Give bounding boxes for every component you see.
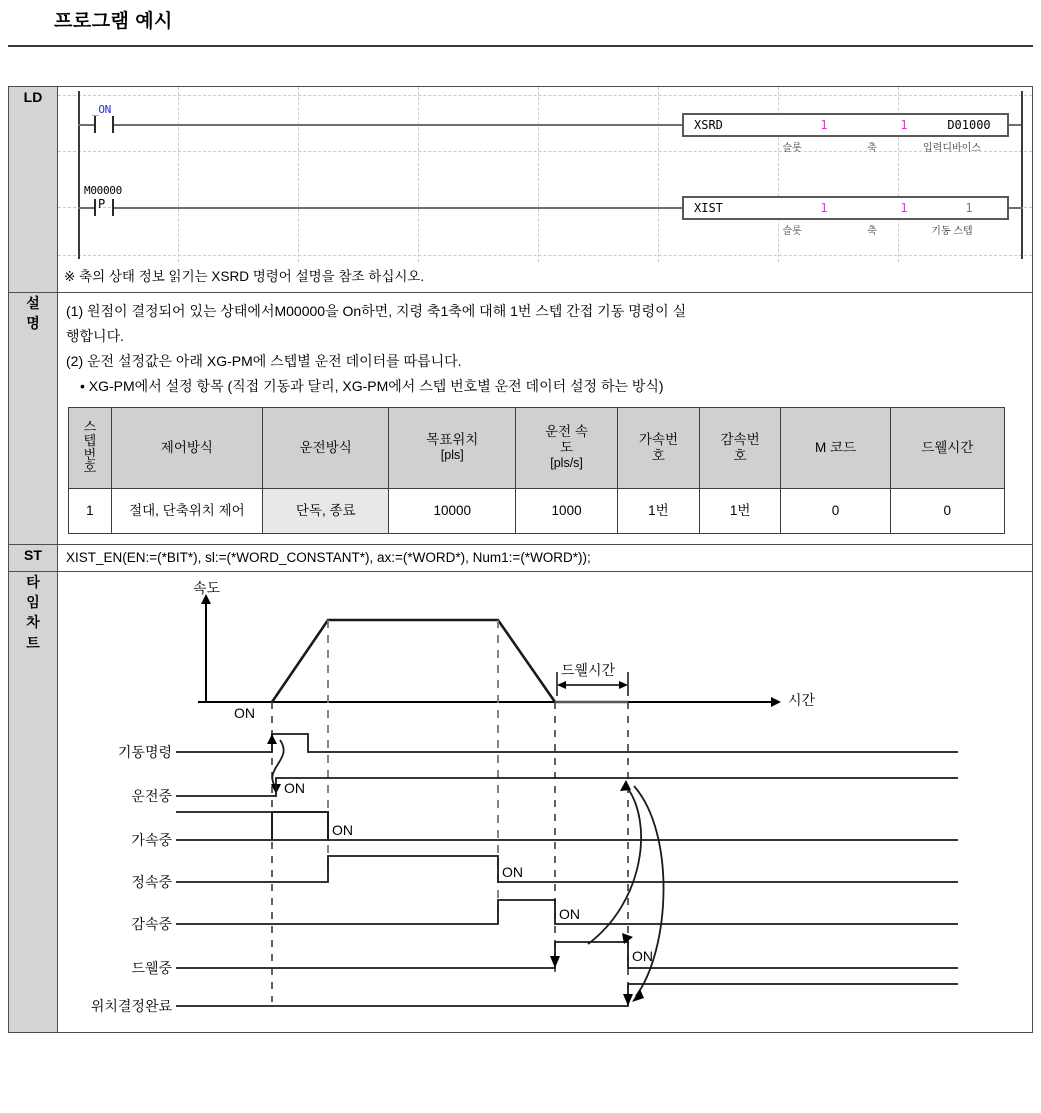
function-arg-caption-2: 축 <box>867 143 877 154</box>
row-label-timing-chart <box>9 571 58 1032</box>
signal-label-dwelling: 드웰중 <box>131 959 172 976</box>
cell-decel-no: 1번 <box>699 488 781 533</box>
ld-diagram-cell <box>58 87 1033 293</box>
title-divider <box>8 45 1033 47</box>
y-axis-label: 속도 <box>193 579 221 596</box>
col-header-m-code: M 코드 <box>781 407 890 488</box>
dwell-time-label: 드웰시간 <box>561 661 616 678</box>
rung-wire <box>78 207 94 209</box>
cell-operation-mode: 단독, 종료 <box>262 488 389 533</box>
row-label-char: 명 <box>26 315 40 332</box>
description-cell <box>58 293 1033 545</box>
vertical-header-text: 스 텝 번 호 <box>83 419 97 476</box>
table-row-description <box>9 293 1033 545</box>
row-label-char: 임 <box>26 593 40 610</box>
function-arg-1: 1 <box>820 118 828 132</box>
function-arg-2: 1 <box>900 201 908 215</box>
timing-chart-cell <box>58 571 1033 1032</box>
signal-label-positioning-complete: 위치결정완료 <box>90 997 172 1014</box>
function-arg-caption-3: 입력디바이스 <box>923 143 981 154</box>
st-code-cell: XIST_EN(EN:=(*BIT*), sl:=(*WORD_CONSTANT*), ax:=(*WORD*), Num1:=(*WORD*)); <box>58 544 1033 571</box>
col-header-decel-no: 감속번 호 <box>699 407 781 488</box>
x-axis-label: 시간 <box>788 691 816 708</box>
signal-label-start-command: 기동명령 <box>117 743 172 760</box>
description-line-3: (2) 운전 설정값은 아래 XG-PM에 스텝별 운전 데이터를 따릅니다. <box>66 352 462 369</box>
row-label-char: 트 <box>26 634 40 651</box>
function-block-xist <box>682 196 1009 220</box>
ld-contact-label-m00000: M00000 <box>84 184 122 197</box>
function-arg-3: D01000 <box>947 118 991 132</box>
on-marker: ON <box>284 779 305 796</box>
step-data-table <box>68 407 1005 534</box>
power-rail-left <box>78 91 80 259</box>
grid-line-v <box>658 87 659 262</box>
on-marker: ON <box>559 905 580 922</box>
row-label-char: 설 <box>26 295 40 311</box>
grid-line-h <box>58 255 1032 256</box>
page-title: 프로그램 예시 <box>54 11 173 32</box>
function-arg-1: 1 <box>820 201 828 215</box>
description-line-2: 행합니다. <box>66 327 124 344</box>
description-bullet: • XG-PM에서 설정 항목 (직접 기동과 달리, XG-PM에서 스텝 번호별 운전 데이터 설정 하는 방식) <box>80 377 664 394</box>
function-block-name: XSRD <box>694 118 723 132</box>
col-header-step-no <box>69 407 112 488</box>
grid-line-v <box>538 87 539 262</box>
on-marker: ON <box>234 704 255 721</box>
table-row-ld <box>9 87 1033 293</box>
function-block-name: XIST <box>694 201 723 215</box>
cell-step-no: 1 <box>69 488 112 533</box>
row-label-st: ST <box>9 544 58 571</box>
ld-contact-label-on: _ON <box>92 103 111 116</box>
table-row-timing-chart <box>9 571 1033 1032</box>
cell-target-position: 10000 <box>389 488 516 533</box>
cell-m-code: 0 <box>781 488 890 533</box>
col-header-accel-no: 가속번 호 <box>618 407 700 488</box>
row-label-ld: LD <box>9 87 58 293</box>
col-header-target-position: 목표위치 [pls] <box>389 407 516 488</box>
cell-speed: 1000 <box>516 488 618 533</box>
cell-control-mode: 절대, 단축위치 제어 <box>111 488 262 533</box>
row-label-description <box>9 293 58 545</box>
on-marker: ON <box>332 821 353 838</box>
grid-line-v <box>418 87 419 262</box>
on-marker: ON <box>502 863 523 880</box>
grid-line-v <box>298 87 299 262</box>
function-arg-3: 1 <box>965 201 973 215</box>
col-header-control-mode: 제어방식 <box>111 407 262 488</box>
timing-chart-svg <box>58 572 1027 1032</box>
cell-accel-no: 1번 <box>618 488 700 533</box>
row-label-char: 타 <box>26 573 40 590</box>
timing-chart-canvas <box>58 572 1027 1032</box>
rung-wire <box>78 124 94 126</box>
cell-dwell-time: 0 <box>890 488 1004 533</box>
col-header-operation-mode: 운전방식 <box>262 407 389 488</box>
rung-wire <box>114 207 682 209</box>
grid-line-h <box>58 95 1032 96</box>
function-arg-caption-2: 축 <box>867 226 877 237</box>
function-block-xsrd <box>682 113 1009 137</box>
signal-label-accelerating: 가속중 <box>131 831 172 848</box>
description-line-1: (1) 원점이 결정되어 있는 상태에서M00000을 On하면, 지령 축1축에 대해 1번 스텝 간접 기동 명령이 실 <box>66 303 687 319</box>
function-arg-caption-1: 슬롯 <box>782 143 802 154</box>
function-arg-caption-3: 기동 스텝 <box>931 226 973 237</box>
rung-wire <box>1009 207 1023 209</box>
program-example-table <box>8 86 1033 1033</box>
col-header-speed: 운전 속 도 [pls/s] <box>516 407 618 488</box>
contact-bar-left <box>94 199 96 216</box>
ladder-canvas <box>58 87 1032 262</box>
table-header-row <box>69 407 1005 488</box>
row-label-char: 차 <box>26 614 40 631</box>
rung-wire <box>114 124 682 126</box>
grid-line-v <box>178 87 179 262</box>
contact-bar-left <box>94 116 96 133</box>
on-marker: ON <box>632 947 653 964</box>
signal-label-running: 운전중 <box>131 787 172 804</box>
contact-type-p: P <box>98 197 106 211</box>
col-header-dwell-time: 드웰시간 <box>890 407 1004 488</box>
signal-label-constant-speed: 정속중 <box>131 873 172 890</box>
power-rail-right <box>1021 91 1023 259</box>
function-arg-caption-1: 슬롯 <box>782 226 802 237</box>
signal-label-decelerating: 감속중 <box>131 915 172 932</box>
ld-note: ※ 축의 상태 정보 읽기는 XSRD 명령어 설명을 참조 하십시오. <box>64 269 425 284</box>
table-row-st <box>9 544 1033 571</box>
function-arg-2: 1 <box>900 118 908 132</box>
table-row <box>69 488 1005 533</box>
